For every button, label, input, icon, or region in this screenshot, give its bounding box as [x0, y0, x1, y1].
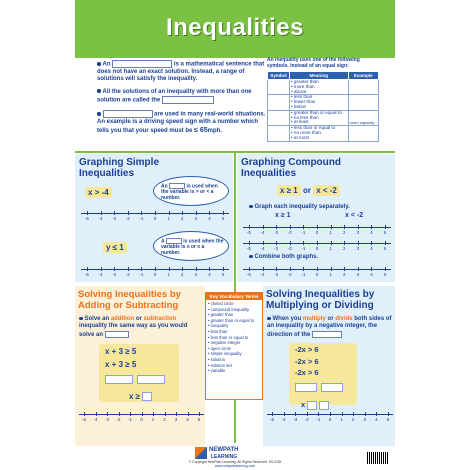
copyright: © Copyright NewPath Learning. All Rights Reserved. 93-4735	[188, 460, 282, 464]
work-row	[289, 343, 357, 356]
vocab-item: • solution	[208, 356, 226, 362]
section-title: Solving Inequalities by Multiplying or Dividing	[266, 289, 375, 311]
tick-label: 3	[174, 417, 178, 422]
tick-label: 5	[383, 230, 387, 235]
tick-mark	[176, 412, 177, 416]
tick-mark	[130, 412, 131, 416]
tick-mark	[344, 241, 345, 245]
vocab-item: • closed circle	[208, 301, 234, 306]
tick-label: 0	[315, 272, 319, 277]
tick-mark	[101, 267, 102, 271]
text-highlight: multiply	[302, 316, 326, 322]
meaning-cell: • less than • fewer than • below	[290, 95, 349, 110]
tick-mark	[199, 412, 200, 416]
intro-p2-text: All the solutions of an inequality with more than one solution are called the	[97, 88, 252, 104]
example-cell	[348, 126, 378, 141]
tick-mark	[96, 412, 97, 416]
tick-label: -3	[274, 272, 279, 277]
tick-mark	[209, 211, 210, 215]
text-part: Solve an	[84, 316, 110, 322]
tick-mark	[276, 225, 277, 229]
section-graph-simple	[75, 154, 233, 282]
tick-mark	[318, 412, 319, 416]
tick-mark	[114, 267, 115, 271]
tick-mark	[142, 412, 143, 416]
speed-value: ≤ 65	[194, 126, 208, 134]
tick-mark	[263, 225, 264, 229]
tick-label: -4	[260, 272, 265, 277]
text-part: or	[327, 316, 334, 322]
row-text: -2x > 6	[295, 357, 319, 366]
number-line	[243, 240, 391, 254]
tick-label: 3	[194, 272, 198, 277]
vocab-item: • open circle	[208, 345, 231, 351]
tick-mark	[303, 267, 304, 271]
tick-mark	[371, 267, 372, 271]
compound-step1	[249, 204, 350, 211]
tick-label: -3	[112, 216, 117, 221]
bullet-icon	[249, 205, 253, 209]
blank-box	[321, 383, 343, 392]
tick-label: 4	[208, 272, 211, 277]
compound-example	[277, 186, 340, 195]
tick-mark	[182, 267, 183, 271]
tick-label: 3	[356, 230, 360, 235]
work-row	[289, 378, 357, 398]
tick-mark	[141, 211, 142, 215]
tick-label: 2	[342, 246, 346, 251]
number-line	[81, 210, 229, 224]
note-text	[161, 183, 225, 201]
note-article: An	[161, 183, 168, 190]
section-solve-add	[75, 286, 205, 446]
or-word: or	[302, 186, 311, 195]
intro-text	[97, 60, 267, 135]
bullet-icon	[79, 317, 83, 321]
tick-mark	[290, 241, 291, 245]
bullet-icon	[97, 112, 101, 116]
tick-label: -4	[98, 272, 103, 277]
tick-mark	[153, 412, 154, 416]
text-part: When you	[272, 316, 302, 322]
table-header-row	[268, 72, 379, 80]
speed-unit: mph.	[207, 127, 222, 134]
symbols-panel	[267, 57, 379, 142]
row-text: x ≥	[129, 392, 141, 401]
tick-mark	[119, 412, 120, 416]
tick-mark	[169, 267, 170, 271]
tick-mark	[128, 211, 129, 215]
poster	[75, 0, 395, 470]
tick-mark	[169, 211, 170, 215]
header-banner	[75, 0, 395, 58]
bullet-icon	[249, 255, 253, 259]
tick-mark	[155, 267, 156, 271]
tick-mark	[376, 412, 377, 416]
tick-mark	[209, 267, 210, 271]
tick-label: -5	[246, 272, 251, 277]
tick-label: 2	[180, 216, 184, 221]
tick-mark	[331, 241, 332, 245]
tick-label: 1	[340, 417, 343, 422]
tick-label: 2	[342, 272, 346, 277]
meaning-cell: • greater than • more than • above	[290, 80, 349, 95]
symbol-cell	[268, 110, 290, 125]
tick-mark	[276, 241, 277, 245]
symbol-cell	[268, 126, 290, 141]
tick-label: -4	[260, 230, 265, 235]
tick-label: 0	[153, 272, 157, 277]
tick-label: 5	[383, 246, 387, 251]
tick-label: 5	[197, 417, 201, 422]
tick-label: -4	[260, 246, 265, 251]
tick-label: -1	[301, 246, 306, 251]
step2-text: Combine both graphs.	[254, 254, 319, 260]
symbol-cell	[268, 80, 290, 95]
table-row	[268, 95, 379, 110]
tick-label: 2	[180, 272, 184, 277]
section-title: Solving Inequalities by Adding or Subtracting	[78, 289, 181, 311]
vocab-item: • solution set	[208, 362, 232, 368]
tick-mark	[358, 225, 359, 229]
table-row	[268, 80, 379, 95]
tick-label: 0	[328, 417, 332, 422]
tick-label: -2	[304, 417, 309, 422]
tick-mark	[87, 267, 88, 271]
blank-box	[312, 331, 342, 338]
example-note: room capacity	[348, 110, 378, 125]
work-row	[289, 398, 357, 410]
vocab-list	[206, 300, 262, 375]
note-oval	[153, 231, 229, 261]
tick-mark	[107, 412, 108, 416]
tick-mark	[295, 412, 296, 416]
graph-label: x < -2	[345, 212, 364, 219]
tick-mark	[87, 211, 88, 215]
tick-label: 4	[370, 246, 373, 251]
vocab-item: • less than or equal to	[208, 334, 249, 340]
solve-mult-text	[267, 316, 393, 339]
bullet-icon	[267, 317, 271, 321]
tick-mark	[188, 412, 189, 416]
row-text: x + 3 ≥ 5	[105, 360, 137, 369]
vocab-item: • greater than or equal to	[208, 317, 255, 323]
note-oval	[153, 176, 229, 206]
tick-label: -3	[274, 230, 279, 235]
tick-mark	[317, 241, 318, 245]
symbol-cell	[268, 95, 290, 110]
blank-box	[319, 401, 329, 410]
tick-mark	[290, 225, 291, 229]
intro-p1	[97, 60, 267, 84]
tick-mark	[358, 241, 359, 245]
tick-label: 5	[383, 272, 387, 277]
tick-label: -5	[84, 216, 89, 221]
tick-label: 1	[329, 246, 332, 251]
tick-mark	[388, 412, 389, 416]
number-line	[79, 411, 204, 425]
blank-box	[103, 110, 153, 118]
tick-mark	[385, 267, 386, 271]
tick-label: 1	[329, 272, 332, 277]
tick-label: -4	[98, 216, 103, 221]
meaning-cell: • less than or equal to • no more than • at most	[290, 126, 349, 141]
tick-label: 3	[194, 216, 198, 221]
work-row	[99, 359, 179, 370]
vocab-item: • variable	[208, 368, 226, 374]
step1-text: Graph each inequality separately.	[254, 204, 350, 210]
tick-label: 4	[375, 417, 378, 422]
text-highlight: subtraction	[143, 316, 177, 322]
blank-box	[105, 375, 133, 384]
tick-label: 5	[221, 272, 225, 277]
barcode	[367, 452, 389, 464]
solve-add-text	[79, 316, 203, 339]
vocab-item: • compound inequality	[208, 306, 250, 312]
tick-label: -1	[301, 230, 306, 235]
tick-label: -2	[125, 272, 130, 277]
note-text	[161, 238, 225, 256]
tick-label: -5	[81, 417, 87, 422]
tick-label: 5	[221, 216, 225, 221]
table-row	[268, 126, 379, 141]
row-text: x	[301, 400, 306, 409]
tick-label: 4	[370, 230, 373, 235]
tick-mark	[303, 241, 304, 245]
section-title: Graphing Compound Inequalities	[241, 157, 341, 179]
blank-box	[137, 375, 165, 384]
page-title: Inequalities	[165, 14, 305, 41]
tick-mark	[101, 211, 102, 215]
tick-mark	[331, 225, 332, 229]
tick-label: 4	[370, 272, 373, 277]
example-cell	[348, 95, 378, 110]
tick-mark	[84, 412, 85, 416]
tick-mark	[155, 211, 156, 215]
intro-p3	[97, 110, 267, 135]
tick-mark	[249, 225, 250, 229]
tick-label: -3	[104, 417, 110, 422]
text-part: or	[135, 316, 142, 322]
work-row	[99, 344, 179, 359]
text-part: inequality the same way as you would solve an	[79, 323, 188, 338]
tick-mark	[128, 267, 129, 271]
tick-mark	[307, 412, 308, 416]
tick-label: -2	[125, 216, 130, 221]
note-body: is used when the variable is ≥ or ≤ a number.	[161, 238, 224, 257]
tick-mark	[331, 267, 332, 271]
tick-mark	[330, 412, 331, 416]
section-graph-compound	[237, 154, 395, 282]
tick-label: -3	[293, 417, 298, 422]
work-row	[99, 390, 179, 401]
work-row	[289, 367, 357, 378]
tick-label: -4	[281, 417, 286, 422]
graph-label: x ≥ 1	[275, 212, 291, 219]
tick-mark	[276, 267, 277, 271]
tick-label: 0	[140, 417, 143, 422]
tick-mark	[385, 241, 386, 245]
symbols-intro: An inequality uses one of the following symbols, instead of an equal sign:	[267, 57, 360, 69]
bullet-icon	[97, 62, 101, 66]
tick-label: -1	[301, 272, 306, 277]
tick-mark	[317, 225, 318, 229]
tick-mark	[290, 267, 291, 271]
tick-label: 3	[363, 417, 367, 422]
tick-label: 4	[208, 216, 211, 221]
number-line	[267, 411, 393, 425]
tick-mark	[114, 211, 115, 215]
tick-mark	[249, 267, 250, 271]
tick-label: 1	[329, 230, 332, 235]
section-solve-mult	[263, 286, 395, 446]
number-line	[243, 266, 391, 280]
intro-p2	[97, 89, 267, 105]
tick-label: -1	[139, 216, 144, 221]
brand-sub: LEARNING	[211, 454, 238, 460]
example-cell	[348, 80, 378, 95]
intro-p1-start: An	[102, 61, 111, 68]
meaning-cell: • greater than or equal to • no less than • at least	[290, 110, 349, 125]
note-body: is used when the variable is > or < a number.	[161, 183, 218, 202]
th-symbol: Symbol	[268, 72, 290, 80]
tick-mark	[141, 267, 142, 271]
vocab-item: • greater than	[208, 312, 234, 318]
tick-mark	[353, 412, 354, 416]
tick-label: 1	[167, 216, 170, 221]
brand-name: NEWPATH	[209, 447, 239, 453]
compound-part-a: x ≥ 1	[277, 185, 301, 196]
work-area	[289, 343, 357, 409]
text-highlight: divide	[335, 316, 353, 322]
tick-label: -5	[246, 230, 251, 235]
row-text: -2x > 6	[295, 368, 319, 377]
tick-label: -2	[287, 272, 292, 277]
tick-label: -1	[139, 272, 144, 277]
blank-box	[307, 401, 317, 410]
tick-mark	[342, 412, 343, 416]
tick-mark	[263, 241, 264, 245]
tick-label: 4	[186, 417, 189, 422]
tick-label: 2	[163, 417, 166, 422]
vocab-item: • inequality	[208, 323, 229, 329]
text-part: both sides of an inequality by a negative integer, the direction of the	[267, 316, 392, 338]
row-text: x + 3 ≥ 5	[105, 347, 137, 356]
tick-label: -4	[93, 417, 98, 422]
table-row	[268, 110, 379, 125]
tick-label: -3	[112, 272, 117, 277]
number-line	[81, 266, 229, 280]
blank-box	[142, 392, 152, 401]
tick-mark	[371, 241, 372, 245]
tick-label: -1	[127, 417, 133, 422]
tick-mark	[385, 225, 386, 229]
tick-mark	[344, 225, 345, 229]
tick-label: -2	[287, 246, 292, 251]
tick-label: -5	[270, 417, 275, 422]
tick-mark	[365, 412, 366, 416]
work-area	[99, 344, 179, 402]
vocab-title: Key Vocabulary Terms	[206, 293, 262, 300]
intro-p3-text: are used in many real-world situations. An example is a driving speed sign with a number which tells you that your speed must be	[97, 111, 266, 134]
th-example: Example	[348, 72, 378, 80]
blank-box	[169, 183, 185, 189]
tick-mark	[249, 241, 250, 245]
number-line	[243, 224, 391, 238]
tick-label: 3	[356, 272, 360, 277]
tick-label: -5	[246, 246, 251, 251]
example-inequality: x > -4	[85, 187, 112, 198]
blank-box	[162, 96, 214, 104]
tick-mark	[272, 412, 273, 416]
tick-mark	[223, 211, 224, 215]
tick-label: -1	[316, 417, 321, 422]
blank-box	[166, 238, 182, 244]
tick-mark	[344, 267, 345, 271]
tick-label: 2	[342, 230, 346, 235]
tick-label: -3	[274, 246, 279, 251]
tick-label: -5	[84, 272, 89, 277]
work-row	[99, 370, 179, 390]
tick-label: 1	[151, 417, 155, 422]
tick-mark	[196, 267, 197, 271]
compound-step2	[249, 254, 318, 261]
tick-mark	[317, 267, 318, 271]
tick-label: 0	[315, 246, 319, 251]
footer	[75, 446, 395, 470]
blank-box	[295, 383, 317, 392]
section-title: Graphing Simple Inequalities	[79, 157, 160, 179]
vocab-item: • negative integer	[208, 340, 241, 346]
logo-icon	[195, 447, 207, 459]
tick-mark	[371, 225, 372, 229]
tick-mark	[358, 267, 359, 271]
blank-box	[105, 331, 129, 338]
th-meaning: Meaning	[290, 72, 349, 80]
tick-label: 5	[386, 417, 390, 422]
text-highlight: addition	[110, 316, 135, 322]
symbols-table	[267, 71, 379, 142]
work-row	[289, 356, 357, 367]
vocab-item: • less than	[208, 328, 228, 334]
tick-label: -2	[287, 230, 292, 235]
tick-mark	[303, 225, 304, 229]
row-text: -2x > 6	[295, 345, 319, 354]
tick-label: 2	[351, 417, 355, 422]
intro-p1-end: is a mathematical sentence that does not have an exact solution. Instead, a range of solutions will satisfy the inequality.	[97, 61, 265, 83]
tick-label: 1	[167, 272, 170, 277]
tick-mark	[284, 412, 285, 416]
bullet-icon	[97, 89, 101, 93]
tick-mark	[182, 211, 183, 215]
tick-label: 3	[356, 246, 360, 251]
note-article: A	[161, 238, 165, 245]
tick-label: 0	[153, 216, 157, 221]
tick-mark	[165, 412, 166, 416]
tick-mark	[223, 267, 224, 271]
blank-box	[112, 60, 172, 68]
vocab-box	[205, 292, 263, 400]
tick-mark	[263, 267, 264, 271]
vocab-item: • simple inequality	[208, 351, 242, 357]
compound-part-b: x < -2	[313, 185, 340, 196]
footer-url: www.newpathlearning.com	[214, 464, 256, 468]
tick-mark	[196, 211, 197, 215]
example-inequality: y ≤ 1	[103, 242, 127, 253]
tick-label: 0	[315, 230, 319, 235]
tick-label: -2	[116, 417, 121, 422]
